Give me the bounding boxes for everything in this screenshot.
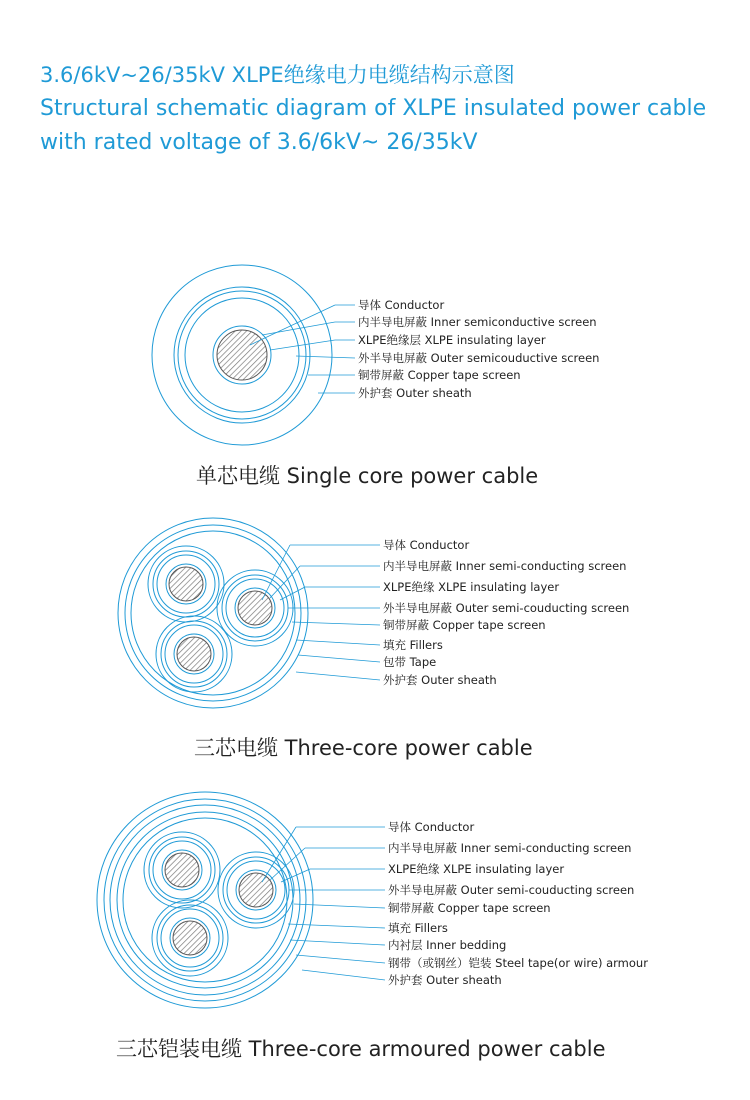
label-conductor: 导体 Conductor bbox=[383, 538, 470, 552]
label-copper-tape: 铜带屏蔽 Copper tape screen bbox=[358, 368, 521, 382]
label-inner-screen: 内半导电屏蔽 Inner semiconductive screen bbox=[358, 315, 597, 329]
label-insulating-layer: XLPE绝缘 XLPE insulating layer bbox=[388, 862, 565, 876]
label-inner-screen: 内半导电屏蔽 Inner semi-conducting screen bbox=[383, 559, 627, 573]
label-conductor: 导体 Conductor bbox=[388, 820, 475, 834]
label-conductor: 导体 Conductor bbox=[358, 298, 445, 312]
label-outer-screen: 外半导电屏蔽 Outer semi-couducting screen bbox=[388, 883, 635, 897]
caption-three-core: 三芯电缆 Three-core power cable bbox=[194, 736, 533, 760]
caption-three-core-armoured: 三芯铠装电缆 Three-core armoured power cable bbox=[116, 1037, 606, 1061]
label-outer-sheath: 外护套 Outer sheath bbox=[383, 673, 497, 687]
label-outer-sheath: 外护套 Outer sheath bbox=[358, 386, 472, 400]
label-inner-screen: 内半导电屏蔽 Inner semi-conducting screen bbox=[388, 841, 632, 855]
label-copper-tape: 铜带屏蔽 Copper tape screen bbox=[383, 618, 546, 632]
label-tape: 包带 Tape bbox=[383, 655, 437, 669]
label-outer-screen: 外半导电屏蔽 Outer semi-couducting screen bbox=[383, 601, 630, 615]
label-fillers: 填充 Fillers bbox=[383, 638, 443, 652]
title-english-line-1: Structural schematic diagram of XLPE insulated power cable bbox=[40, 96, 707, 121]
label-outer-sheath: 外护套 Outer sheath bbox=[388, 973, 502, 987]
label-fillers: 填充 Fillers bbox=[388, 921, 448, 935]
label-inner-bedding: 内衬层 Inner bedding bbox=[388, 938, 507, 952]
title-english-line-2: with rated voltage of 3.6/6kV~ 26/35kV bbox=[40, 130, 478, 155]
label-armour: 钢带（或钢丝）铠装 Steel tape(or wire) armour bbox=[388, 956, 648, 970]
label-insulating-layer: XLPE绝缘层 XLPE insulating layer bbox=[358, 333, 546, 347]
label-insulating-layer: XLPE绝缘 XLPE insulating layer bbox=[383, 580, 560, 594]
label-copper-tape: 铜带屏蔽 Copper tape screen bbox=[388, 901, 551, 915]
label-outer-screen: 外半导电屏蔽 Outer semicouductive screen bbox=[358, 351, 600, 365]
title-chinese: 3.6/6kV~26/35kV XLPE绝缘电力电缆结构示意图 bbox=[40, 63, 515, 87]
caption-single-core: 单芯电缆 Single core power cable bbox=[196, 464, 539, 488]
